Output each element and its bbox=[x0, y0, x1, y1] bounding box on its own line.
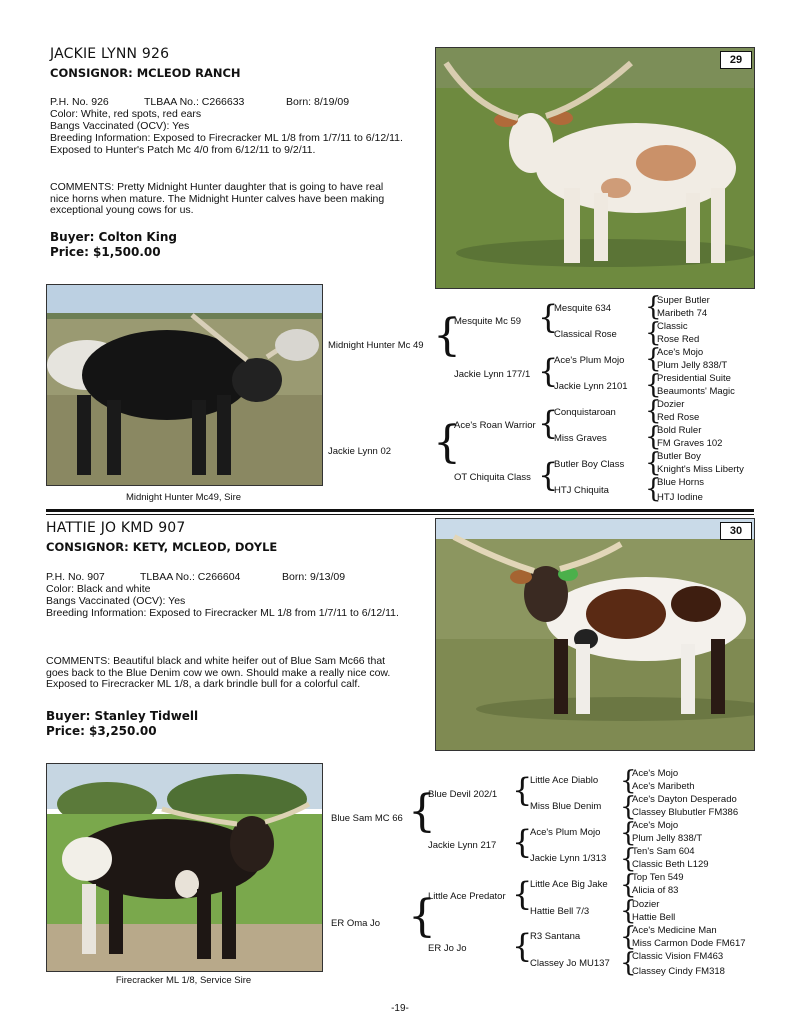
lot2-color: Color: Black and white bbox=[46, 583, 151, 595]
ped2-sss: Little Ace Diablo bbox=[530, 775, 599, 786]
ped2-g4-11: Hattie Bell bbox=[632, 912, 676, 923]
lot2-tlbaa: TLBAA No.: C266604 bbox=[140, 571, 241, 583]
ped2-g4-8: Top Ten 549 bbox=[632, 872, 684, 883]
ped2-dam: ER Oma Jo bbox=[331, 918, 381, 929]
ped2-g4-15: Classey Cindy FM318 bbox=[632, 966, 725, 977]
lot2-comments: COMMENTS: Beautiful black and white heifer out of Blue Sam Mc66 that goes back to the Blue Denim cow we own. Should make a really nice cow. Exposed to Firecracker ML 1/8, a dark brindle bull for a colorful calf. bbox=[46, 655, 391, 690]
lot2-buyer: Buyer: Stanley Tidwell bbox=[46, 709, 199, 723]
ped2-g4-13: Miss Carmon Dode FM617 bbox=[632, 938, 746, 949]
ped1-ssd: Classical Rose bbox=[554, 329, 617, 340]
ped1-g4-15: HTJ Iodine bbox=[657, 492, 703, 503]
ped2-g4-12: Ace's Medicine Man bbox=[632, 925, 717, 936]
ped2-g4-3: Classey Blubutler FM386 bbox=[632, 807, 739, 818]
lot1-cow-photo bbox=[435, 47, 755, 289]
lot1-sire-caption: Midnight Hunter Mc49, Sire bbox=[125, 492, 242, 503]
lot1-born: Born: 8/19/09 bbox=[286, 96, 350, 108]
ped1-brace-d: { bbox=[538, 352, 559, 390]
ped2-g4-6: Ten's Sam 604 bbox=[632, 846, 695, 857]
ped2-g4-1: Ace's Maribeth bbox=[632, 781, 695, 792]
ped2-ddd: Classey Jo MU137 bbox=[530, 958, 610, 969]
ped2-brace-g5: { bbox=[620, 870, 637, 900]
ped1-brace-g8: { bbox=[645, 474, 662, 504]
ped2-brace-g7: { bbox=[620, 922, 637, 952]
ped2-g4-2: Ace's Dayton Desperado bbox=[632, 794, 737, 805]
ped1-brace-a: { bbox=[433, 310, 461, 361]
ped2-g4-9: Alicia of 83 bbox=[632, 885, 679, 896]
ped2-dss: Little Ace Big Jake bbox=[530, 879, 608, 890]
ped1-sss: Mesquite 634 bbox=[554, 303, 612, 314]
section-divider-thick bbox=[46, 509, 754, 512]
lot2-sire-caption: Firecracker ML 1/8, Service Sire bbox=[115, 975, 252, 986]
lot1-title: JACKIE LYNN 926 bbox=[50, 46, 170, 62]
lot2-title: HATTIE JO KMD 907 bbox=[46, 520, 186, 536]
ped1-g4-4: Ace's Mojo bbox=[657, 347, 704, 358]
lot1-sire-photo bbox=[46, 284, 323, 486]
lot2-bangs: Bangs Vaccinated (OCV): Yes bbox=[46, 595, 186, 607]
lot2-cow-photo bbox=[435, 518, 755, 751]
ped1-g4-5: Plum Jelly 838/T bbox=[657, 360, 728, 371]
ped1-ddd: HTJ Chiquita bbox=[554, 485, 609, 496]
ped2-brace-g1: { bbox=[620, 766, 637, 796]
lot1-buyer: Buyer: Colton King bbox=[50, 230, 177, 244]
ped1-g4-10: Bold Ruler bbox=[657, 425, 702, 436]
lot1-price: Price: $1,500.00 bbox=[50, 245, 161, 259]
ped1-brace-b: { bbox=[433, 417, 461, 468]
ped1-g4-14: Blue Horns bbox=[657, 477, 704, 488]
lot2-price: Price: $3,250.00 bbox=[46, 724, 157, 738]
ped1-g4-0: Super Butler bbox=[657, 295, 710, 306]
ped2-brace-g4: { bbox=[620, 844, 637, 874]
ped1-brace-f: { bbox=[538, 456, 559, 494]
ped1-g4-13: Knight's Miss Liberty bbox=[657, 464, 744, 475]
ped1-g4-2: Classic bbox=[657, 321, 688, 332]
lot1-bangs: Bangs Vaccinated (OCV): Yes bbox=[50, 120, 190, 132]
ped1-brace-g4: { bbox=[645, 370, 662, 400]
ped2-ssd: Miss Blue Denim bbox=[530, 801, 602, 812]
ped2-sds: Ace's Plum Mojo bbox=[530, 827, 601, 838]
ped1-g4-3: Rose Red bbox=[657, 334, 700, 345]
ped2-dds: R3 Santana bbox=[530, 931, 581, 942]
lot1-lot-number: 29 bbox=[720, 51, 752, 69]
ped1-brace-g2: { bbox=[645, 318, 662, 348]
lot1-consignor: CONSIGNOR: MCLEOD RANCH bbox=[50, 66, 241, 80]
ped2-g4-14: Classic Vision FM463 bbox=[632, 951, 724, 962]
ped1-g4-8: Dozier bbox=[657, 399, 685, 410]
ped2-brace-g2: { bbox=[620, 792, 637, 822]
page-number: -19- bbox=[391, 1003, 409, 1014]
ped1-g4-1: Maribeth 74 bbox=[657, 308, 708, 319]
ped1-brace-g3: { bbox=[645, 344, 662, 374]
ped2-brace-g3: { bbox=[620, 818, 637, 848]
ped2-brace-g8: { bbox=[620, 948, 637, 978]
ped1-g4-11: FM Graves 102 bbox=[657, 438, 723, 449]
lot2-born: Born: 9/13/09 bbox=[282, 571, 346, 583]
ped1-dd: OT Chiquita Class bbox=[454, 472, 531, 483]
ped1-g4-12: Butler Boy bbox=[657, 451, 701, 462]
ped1-g4-6: Presidential Suite bbox=[657, 373, 731, 384]
ped1-dsd: Miss Graves bbox=[554, 433, 607, 444]
ped1-dds: Butler Boy Class bbox=[554, 459, 625, 470]
section-divider-thin bbox=[46, 514, 754, 515]
lot2-ph-no: P.H. No. 907 bbox=[46, 571, 105, 583]
ped2-dsd: Hattie Bell 7/3 bbox=[530, 906, 590, 917]
lot1-tlbaa: TLBAA No.: C266633 bbox=[144, 96, 245, 108]
ped2-g4-7: Classic Beth L129 bbox=[632, 859, 709, 870]
lot1-color: Color: White, red spots, red ears bbox=[50, 108, 202, 120]
ped2-g4-0: Ace's Mojo bbox=[632, 768, 679, 779]
ped1-dss: Conquistaroan bbox=[554, 407, 616, 418]
ped2-dd: ER Jo Jo bbox=[428, 943, 467, 954]
ped1-ss: Mesquite Mc 59 bbox=[454, 316, 522, 327]
lot2-breeding: Breeding Information: Exposed to Firecracker ML 1/8 from 1/7/11 to 6/12/11. bbox=[46, 607, 399, 619]
ped2-brace-a: { bbox=[408, 786, 436, 837]
ped1-sire: Midnight Hunter Mc 49 bbox=[328, 340, 424, 351]
lot1-breeding: Breeding Information: Exposed to Firecracker ML 1/8 from 1/7/11 to 6/12/11. Exposed to Hunter's Patch Mc 4/0 from 6/12/11 to 9/2/11. bbox=[50, 132, 403, 156]
ped1-dam: Jackie Lynn 02 bbox=[328, 446, 392, 457]
ped1-g4-7: Beaumonts' Magic bbox=[657, 386, 735, 397]
ped1-brace-g6: { bbox=[645, 422, 662, 452]
ped1-brace-g5: { bbox=[645, 396, 662, 426]
ped2-brace-g6: { bbox=[620, 896, 637, 926]
ped2-ss: Blue Devil 202/1 bbox=[428, 789, 498, 800]
ped2-g4-5: Plum Jelly 838/T bbox=[632, 833, 703, 844]
ped1-brace-g1: { bbox=[645, 292, 662, 322]
ped2-brace-e: { bbox=[512, 875, 533, 913]
lot2-consignor: CONSIGNOR: KETY, MCLEOD, DOYLE bbox=[46, 540, 278, 554]
ped2-brace-c: { bbox=[512, 771, 533, 809]
ped1-brace-c: { bbox=[538, 298, 559, 336]
lot1-ph-no: P.H. No. 926 bbox=[50, 96, 109, 108]
ped2-brace-b: { bbox=[408, 891, 436, 942]
ped1-ds: Ace's Roan Warrior bbox=[454, 420, 536, 431]
ped2-brace-f: { bbox=[512, 927, 533, 965]
lot2-sire-photo bbox=[46, 763, 323, 972]
ped2-sdd: Jackie Lynn 1/313 bbox=[530, 853, 607, 864]
ped2-brace-d: { bbox=[512, 823, 533, 861]
ped1-brace-e: { bbox=[538, 404, 559, 442]
lot2-lot-number: 30 bbox=[720, 522, 752, 540]
ped1-sds: Ace's Plum Mojo bbox=[554, 355, 625, 366]
ped1-g4-9: Red Rose bbox=[657, 412, 700, 423]
ped2-sire: Blue Sam MC 66 bbox=[331, 813, 403, 824]
ped1-sdd: Jackie Lynn 2101 bbox=[554, 381, 628, 392]
lot1-comments: COMMENTS: Pretty Midnight Hunter daughter that is going to have real nice horns when mature. The Midnight Hunter calves have been making exceptional young cows for us. bbox=[50, 181, 385, 216]
ped2-sd: Jackie Lynn 217 bbox=[428, 840, 497, 851]
ped2-ds: Little Ace Predator bbox=[428, 891, 506, 902]
ped2-g4-10: Dozier bbox=[632, 899, 660, 910]
ped1-sd: Jackie Lynn 177/1 bbox=[454, 369, 531, 380]
ped2-g4-4: Ace's Mojo bbox=[632, 820, 679, 831]
ped1-brace-g7: { bbox=[645, 448, 662, 478]
